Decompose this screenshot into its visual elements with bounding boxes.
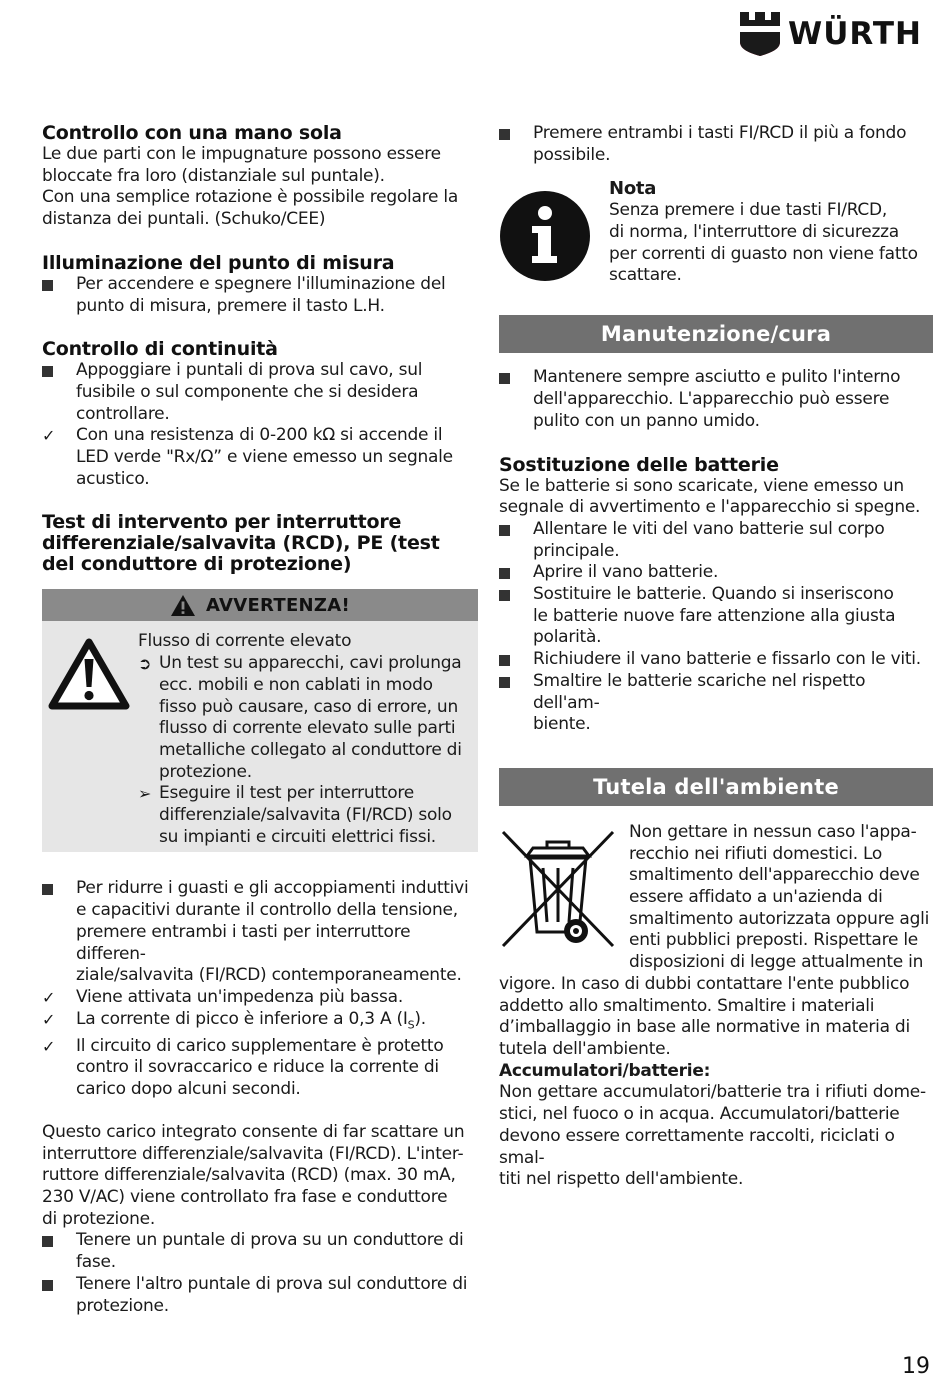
text-line: Allentare le viti del vano batterie sul corpo bbox=[533, 518, 885, 539]
checkmark-icon: ✓ bbox=[42, 426, 56, 446]
list-item bbox=[42, 878, 478, 987]
text-line: Mantenere sempre asciutto e pulito l'interno bbox=[533, 367, 901, 388]
text-line: fase. bbox=[76, 1252, 116, 1273]
note-text bbox=[609, 200, 933, 287]
text-line: principale. bbox=[533, 540, 620, 561]
wurth-logo-mark-icon bbox=[740, 12, 780, 56]
list-item bbox=[42, 360, 478, 425]
text-line: Sostituire le batterie. Quando si inseriscono bbox=[533, 584, 894, 605]
result-item bbox=[42, 1009, 478, 1036]
battery-intro bbox=[499, 476, 933, 519]
warning-body bbox=[42, 621, 478, 852]
text-line: dell'apparecchio. L'apparecchio può essere bbox=[533, 389, 890, 410]
list-item bbox=[42, 274, 478, 317]
text-line: e capacitivi durante il controllo della tensione, bbox=[76, 900, 458, 921]
text-line: Tenere l'altro puntale di prova sul conduttore di bbox=[76, 1273, 468, 1294]
warning-action bbox=[138, 783, 464, 848]
list-item bbox=[499, 649, 933, 671]
text-line: protezione. bbox=[76, 1295, 169, 1316]
text-line: premere entrambi i tasti per interruttore differen- bbox=[76, 921, 411, 964]
text-line: possibile. bbox=[533, 144, 611, 165]
text-line: d’imballaggio in base alle normative in materia di bbox=[499, 1017, 910, 1038]
text-line: polarità. bbox=[533, 627, 602, 648]
result-item bbox=[42, 425, 478, 490]
square-bullet-icon bbox=[42, 280, 53, 291]
list-item bbox=[499, 671, 933, 736]
text-line: contro il sovraccarico e riduce la corrente di bbox=[76, 1057, 439, 1078]
warning-header bbox=[42, 589, 478, 621]
environment-header: Tutela dell'ambiente bbox=[499, 768, 933, 806]
chevron-right-icon: ➢ bbox=[138, 784, 152, 804]
one-hand-text bbox=[42, 144, 478, 231]
text-line: ruttore differenziale/salvavita (RCD) (max. 30 mA, bbox=[42, 1165, 456, 1186]
rcd-steps bbox=[42, 878, 478, 1100]
text-line: controllare. bbox=[76, 403, 170, 424]
text-line: Richiudere il vano batterie e fissarlo con le viti. bbox=[533, 649, 921, 670]
text-line: le batterie nuove fare attenzione alla giusta bbox=[533, 605, 896, 626]
square-bullet-icon bbox=[42, 884, 53, 895]
checkmark-icon: ✓ bbox=[42, 1009, 56, 1029]
list-item bbox=[499, 562, 933, 584]
warning-triangle-icon bbox=[170, 594, 196, 617]
peak-current-text: La corrente di picco è inferiore a 0,3 A (I bbox=[76, 1008, 408, 1029]
accumulators-title: Accumulatori/batterie: bbox=[499, 1060, 711, 1081]
text-line: Se le batterie si sono scaricate, viene emesso un bbox=[499, 475, 904, 496]
page-number: 19 bbox=[902, 1354, 930, 1379]
right-column bbox=[499, 123, 933, 1191]
wurth-logo bbox=[740, 12, 935, 56]
text-line: di norma, l'interruttore di sicurezza bbox=[609, 221, 899, 242]
square-bullet-icon bbox=[499, 373, 510, 384]
checkmark-icon: ✓ bbox=[42, 987, 56, 1007]
text-line: protezione. bbox=[159, 761, 252, 782]
result-item bbox=[42, 1036, 478, 1101]
text-line: carico dopo alcuni secondi. bbox=[76, 1079, 301, 1100]
square-bullet-icon bbox=[42, 1236, 53, 1247]
text-line: fusibile o sul componente che si desidera bbox=[76, 381, 419, 402]
square-bullet-icon bbox=[499, 129, 510, 140]
integrated-load-text bbox=[42, 1122, 478, 1231]
text-line bbox=[76, 1009, 478, 1036]
list-item bbox=[499, 584, 933, 649]
list-item bbox=[499, 123, 933, 166]
result-item bbox=[42, 987, 478, 1009]
left-column bbox=[42, 123, 478, 1317]
note-title: Nota bbox=[609, 178, 657, 200]
text-line: Smaltire le batterie scariche nel rispetto dell'am- bbox=[533, 670, 866, 713]
text-line: Non gettare accumulatori/batterie tra i rifiuti dome- bbox=[499, 1082, 926, 1103]
text-line: enti pubblici preposti. Rispettare le bbox=[629, 930, 919, 951]
wurth-logo-text: WÜRTH bbox=[788, 16, 922, 52]
square-bullet-icon bbox=[42, 366, 53, 377]
text-line: vigore. In caso di dubbi contattare l'ente pubblico bbox=[499, 973, 910, 994]
note-block bbox=[499, 178, 933, 290]
text-line: pulito con un panno umido. bbox=[533, 410, 760, 431]
text-line: Tenere un puntale di prova su un conduttore di bbox=[76, 1230, 464, 1251]
text-line: titi nel rispetto dell'ambiente. bbox=[499, 1169, 744, 1190]
text-line: disposizioni di legge attualmente in bbox=[629, 952, 924, 973]
text-line: stici, nel fuoco o in acqua. Accumulatori/batterie bbox=[499, 1104, 900, 1125]
text-line: devono essere correttamente raccolti, riciclati o smal- bbox=[499, 1125, 895, 1168]
square-bullet-icon bbox=[499, 525, 510, 536]
text-line: flusso di corrente elevato sulle parti bbox=[159, 718, 456, 739]
warning-header-label: AVVERTENZA! bbox=[205, 594, 351, 616]
text-line: punto di misura, premere il tasto L.H. bbox=[76, 295, 385, 316]
text-line: scattare. bbox=[609, 265, 682, 286]
info-icon bbox=[499, 190, 591, 282]
square-bullet-icon bbox=[42, 1280, 53, 1291]
crossed-out-wheelie-bin-icon bbox=[499, 828, 617, 950]
heading-line: differenziale/salvavita (RCD), PE (test bbox=[42, 532, 440, 555]
environment-full-text bbox=[499, 974, 933, 1061]
environment-wrap bbox=[499, 822, 933, 974]
text-line: Premere entrambi i tasti FI/RCD il più a fondo bbox=[533, 123, 907, 143]
text-line: essere affidato a un'azienda di bbox=[629, 887, 883, 908]
heading-line: del conduttore di protezione) bbox=[42, 553, 352, 576]
square-bullet-icon bbox=[499, 590, 510, 601]
text-line: Il circuito di carico supplementare è protetto bbox=[76, 1035, 444, 1056]
text-line: per correnti di guasto non viene fatto bbox=[609, 243, 918, 264]
warning-subtitle: Flusso di corrente elevato bbox=[138, 631, 352, 652]
text-line: distanza dei puntali. (Schuko/CEE) bbox=[42, 209, 326, 230]
text-line: Appoggiare i puntali di prova sul cavo, sul bbox=[76, 360, 423, 381]
text-line: acustico. bbox=[76, 468, 150, 489]
text-line: Eseguire il test per interruttore bbox=[159, 783, 415, 804]
consequence-arrow-icon: ➲ bbox=[138, 654, 152, 674]
text-line: recchio nei rifiuti domestici. Lo bbox=[629, 843, 883, 864]
text-line: Aprire il vano batterie. bbox=[533, 562, 719, 583]
heading-continuity-check: Controllo di continuità bbox=[42, 338, 278, 361]
text-line: tutela dell'ambiente. bbox=[499, 1038, 671, 1059]
text-line: Per accendere e spegnere l'illuminazione del bbox=[76, 273, 446, 294]
heading-line: Test di intervento per interruttore bbox=[42, 511, 402, 534]
text-line: metalliche collegato al conduttore di bbox=[159, 739, 462, 760]
peak-current-end: ). bbox=[414, 1008, 426, 1029]
text-line: ziale/salvavita (FI/RCD) contemporaneamente. bbox=[76, 965, 462, 986]
text-line: Con una semplice rotazione è possibile regolare la bbox=[42, 187, 459, 208]
text-line: su impianti e circuiti elettrici fissi. bbox=[159, 826, 436, 847]
warning-large-triangle-icon bbox=[48, 637, 130, 711]
text-line: smaltimento dell'apparecchio deve bbox=[629, 865, 920, 886]
text-line: smaltimento autorizzata oppure agli bbox=[629, 908, 930, 929]
environment-wrap-text bbox=[629, 822, 933, 974]
text-line: Viene attivata un'impedenza più bassa. bbox=[76, 986, 403, 1007]
square-bullet-icon bbox=[499, 677, 510, 688]
subscript-s: S bbox=[407, 1018, 415, 1032]
maintenance-header: Manutenzione/cura bbox=[499, 315, 933, 353]
square-bullet-icon bbox=[499, 655, 510, 666]
text-line: differenziale/salvavita (FI/RCD) solo bbox=[159, 805, 452, 826]
list-item bbox=[499, 519, 933, 562]
list-item bbox=[42, 1230, 478, 1273]
text-line: biente. bbox=[533, 714, 591, 735]
heading-one-hand-check: Controllo con una mano sola bbox=[42, 122, 342, 144]
text-line: Non gettare in nessun caso l'appa- bbox=[629, 821, 917, 842]
text-line: Un test su apparecchi, cavi prolunga bbox=[159, 653, 462, 674]
warning-box bbox=[42, 589, 478, 852]
text-line: Questo carico integrato consente di far scattare un bbox=[42, 1121, 465, 1142]
text-line: LED verde "Rx/Ω” e viene emesso un segnale bbox=[76, 447, 453, 468]
text-line: Le due parti con le impugnature possono essere bbox=[42, 144, 441, 164]
heading-measuring-light: Illuminazione del punto di misura bbox=[42, 251, 395, 274]
heading-battery-replacement: Sostituzione delle batterie bbox=[499, 453, 779, 476]
heading-rcd-test bbox=[42, 512, 478, 575]
text-line: addetto allo smaltimento. Smaltire i materiali bbox=[499, 995, 875, 1016]
text-line: Con una resistenza di 0-200 kΩ si accende il bbox=[76, 425, 443, 446]
accumulators-text bbox=[499, 1082, 933, 1191]
text-line: Senza premere i due tasti FI/RCD, bbox=[609, 200, 888, 221]
square-bullet-icon bbox=[499, 568, 510, 579]
text-line: ecc. mobili e non cablati in modo bbox=[159, 674, 433, 695]
text-line: interruttore differenziale/salvavita (FI/RCD). L'inter- bbox=[42, 1143, 464, 1164]
list-item bbox=[499, 367, 933, 432]
list-item bbox=[42, 1274, 478, 1317]
text-line: bloccate fra loro (distanziale sul puntale). bbox=[42, 165, 385, 186]
text-line: 230 V/AC) viene controllato fra fase e conduttore bbox=[42, 1187, 448, 1207]
text-line: segnale di avvertimento e l'apparecchio si spegne. bbox=[499, 497, 921, 518]
checkmark-icon: ✓ bbox=[42, 1036, 56, 1056]
text-line: fisso può causare, caso di errore, un bbox=[159, 696, 458, 717]
text-line: di protezione. bbox=[42, 1208, 156, 1229]
text-line: Per ridurre i guasti e gli accoppiamenti induttivi bbox=[76, 878, 469, 899]
warning-risk bbox=[138, 653, 464, 783]
